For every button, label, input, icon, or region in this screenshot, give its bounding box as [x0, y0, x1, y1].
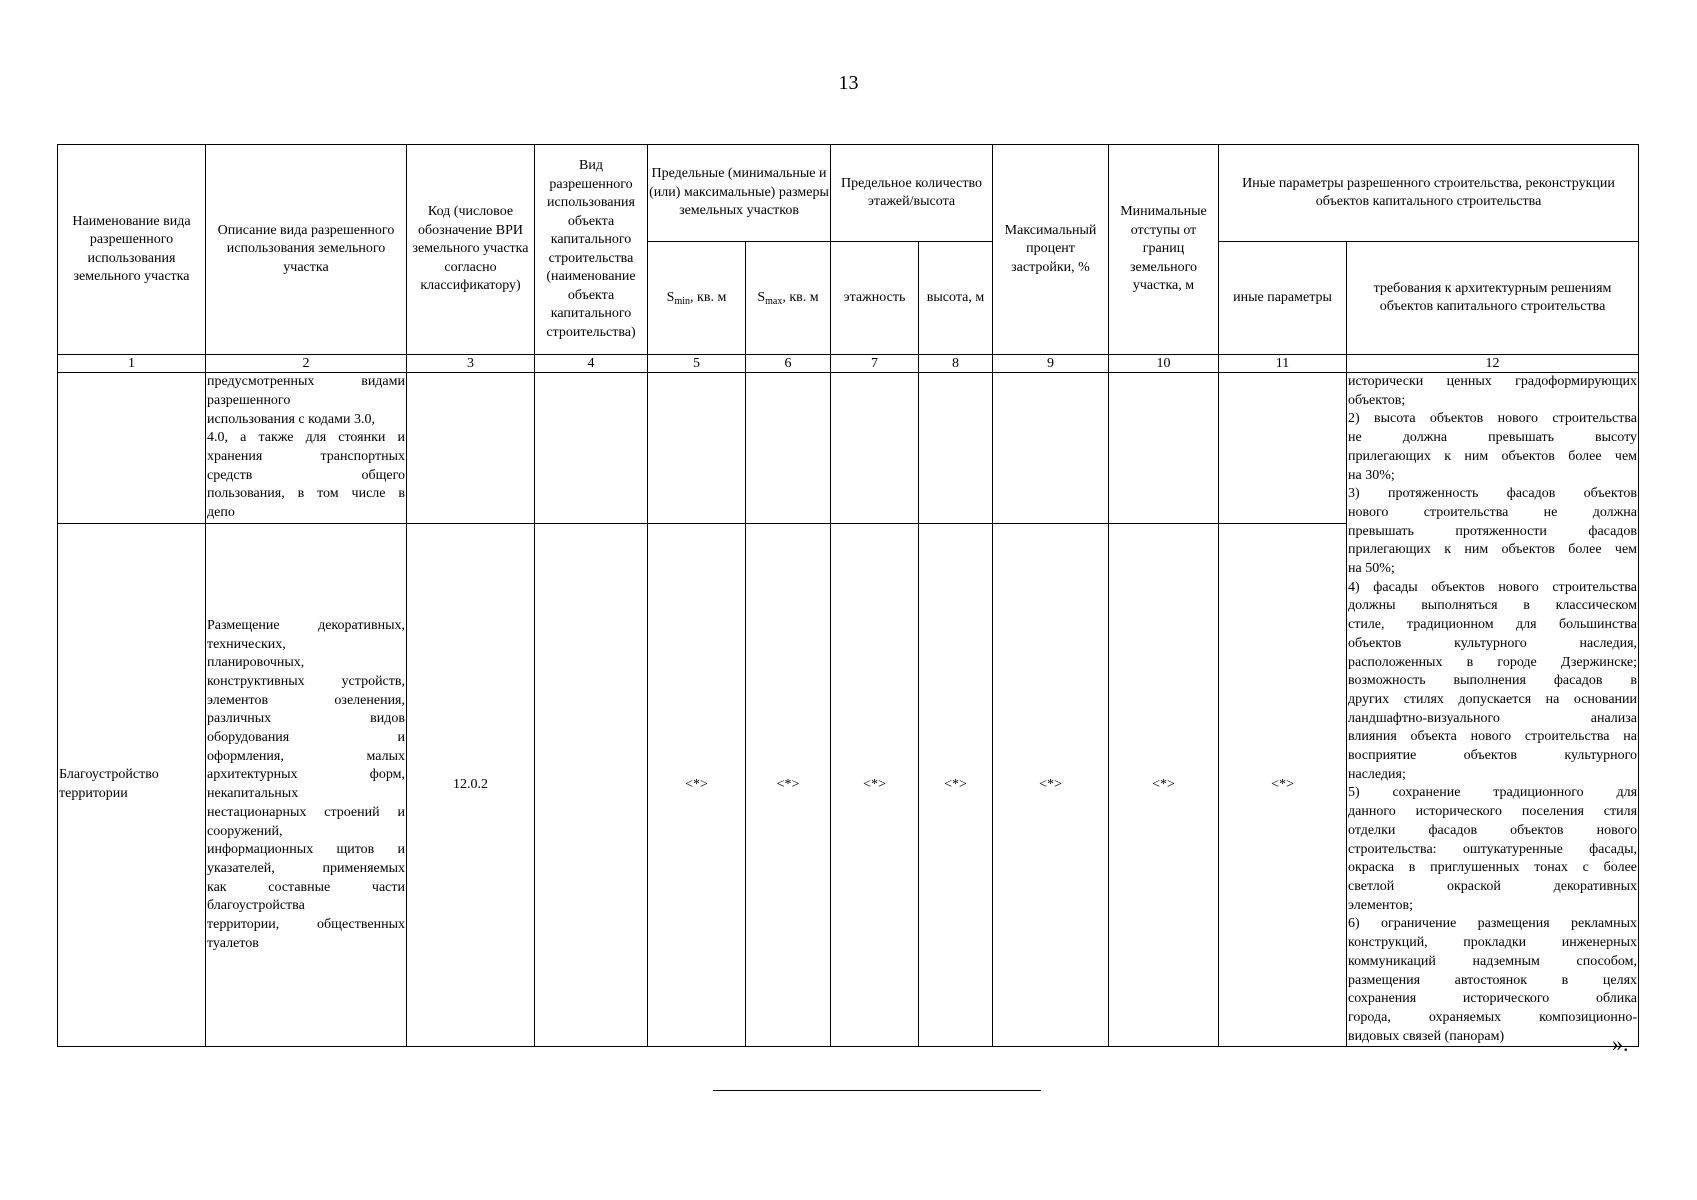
header-min-setbacks: Минимальные отступы от границ земельного участка, м — [1109, 145, 1219, 355]
land-use-name-cell: Благоустройство территории — [58, 524, 206, 1047]
table-row — [58, 373, 1639, 524]
header-classifier-code: Код (числовое обозначение ВРИ земельного участка согласно классификатору) — [407, 145, 535, 355]
floors-cell — [831, 373, 919, 524]
header-max-building-percent: Максимальный процент застройки, % — [993, 145, 1109, 355]
column-number: 6 — [746, 355, 831, 373]
header-plot-size-limits: Предельные (минимальные и (или) максимальные) размеры земельных участков — [648, 145, 831, 242]
page-number: 13 — [838, 72, 859, 94]
column-number: 3 — [407, 355, 535, 373]
height-cell — [919, 373, 993, 524]
max-percent-cell: <*> — [993, 524, 1109, 1047]
other-params-cell — [1219, 373, 1347, 524]
header-floors: этажность — [831, 242, 919, 355]
header-building-use-type: Вид разрешенного использования объекта капитального строительства (наименование объекта капитального строительства) — [535, 145, 648, 355]
max-percent-cell — [993, 373, 1109, 524]
smax-cell — [746, 373, 831, 524]
column-number: 2 — [206, 355, 407, 373]
min-setback-cell — [1109, 373, 1219, 524]
header-architectural-requirements: требования к архитектурным решениям объектов капитального строительства — [1347, 242, 1639, 355]
building-use-type-cell — [535, 524, 648, 1047]
land-use-description-cell: Размещение декоративных, технических, планировочных, конструктивных устройств, элементов озеленения, различных видов оборудования и оформления, малых архитектурных форм, некапитальных нестационарных строений и сооружений, информационных щитов и указателей, применяемых как составные части благоустройства территории, общественных туалетов — [206, 524, 407, 1047]
column-number: 11 — [1219, 355, 1347, 373]
smin-cell: <*> — [648, 524, 746, 1047]
header-floors-height-limits: Предельное количество этажей/высота — [831, 145, 993, 242]
header-other-parameters: иные параметры — [1219, 242, 1347, 355]
column-number: 12 — [1347, 355, 1639, 373]
classifier-code-cell — [407, 373, 535, 524]
closing-quote-mark: ». — [1612, 1031, 1629, 1056]
column-number: 7 — [831, 355, 919, 373]
architectural-requirements-cell: исторически ценных градоформирующих объектов; 2) высота объектов нового строительства не должна превышать высоту прилегающих к ним объектов более чем на 30%; 3) протяженность фасадов объектов нового строительства не должна превышать протяженности фасадов прилегающих к ним объектов более чем на 50%; 4) фасады объектов нового строительства должны выполняться в классическом стиле, традиционном для большинства объектов культурного наследия, расположенных в городе Дзержинске; возможность выполнения фасадов в других стилях допускается на основании ландшафтно-визуального анализа влияния объекта нового строительства на восприятие объектов культурного наследия; 5) сохранение традиционного для данного исторического поселения стиля отделки фасадов объектов нового строительства: оштукатуренные фасады, окраска в приглушенных тонах с более светлой окраской декоративных элементов; 6) ограничение размещения рекламных конструкций, прокладки инженерных коммуникаций надземным способом, размещения автостоянок в целях сохранения исторического облика города, охраняемых композиционно- видовых связей (панорам) — [1347, 373, 1639, 1047]
column-number: 1 — [58, 355, 206, 373]
land-use-description-cell: предусмотренных видами разрешенного использования с кодами 3.0, 4.0, а также для стоянки и хранения транспортных средств общего пользования, в том числе в депо — [206, 373, 407, 524]
header-smin: $S_{min}$, кв. м — [648, 242, 746, 355]
other-params-cell: <*> — [1219, 524, 1347, 1047]
column-number: 9 — [993, 355, 1109, 373]
header-land-use-description: Описание вида разрешенного использования земельного участка — [206, 145, 407, 355]
header-other-parameters-group: Иные параметры разрешенного строительства, реконструкции объектов капитального строительства — [1219, 145, 1639, 242]
header-land-use-name: Наименование вида разрешенного использования земельного участка — [58, 145, 206, 355]
min-setback-cell: <*> — [1109, 524, 1219, 1047]
column-number: 4 — [535, 355, 648, 373]
column-number: 8 — [919, 355, 993, 373]
column-number: 10 — [1109, 355, 1219, 373]
header-smax: $S_{max}$, кв. м — [746, 242, 831, 355]
land-use-name-cell — [58, 373, 206, 524]
footer-divider — [713, 1090, 1041, 1091]
smin-cell — [648, 373, 746, 524]
zoning-regulations-table — [57, 144, 1639, 1047]
column-number: 5 — [648, 355, 746, 373]
column-numbers-row — [58, 355, 1639, 373]
height-cell: <*> — [919, 524, 993, 1047]
floors-cell: <*> — [831, 524, 919, 1047]
classifier-code-cell: 12.0.2 — [407, 524, 535, 1047]
smax-cell: <*> — [746, 524, 831, 1047]
header-height: высота, м — [919, 242, 993, 355]
building-use-type-cell — [535, 373, 648, 524]
